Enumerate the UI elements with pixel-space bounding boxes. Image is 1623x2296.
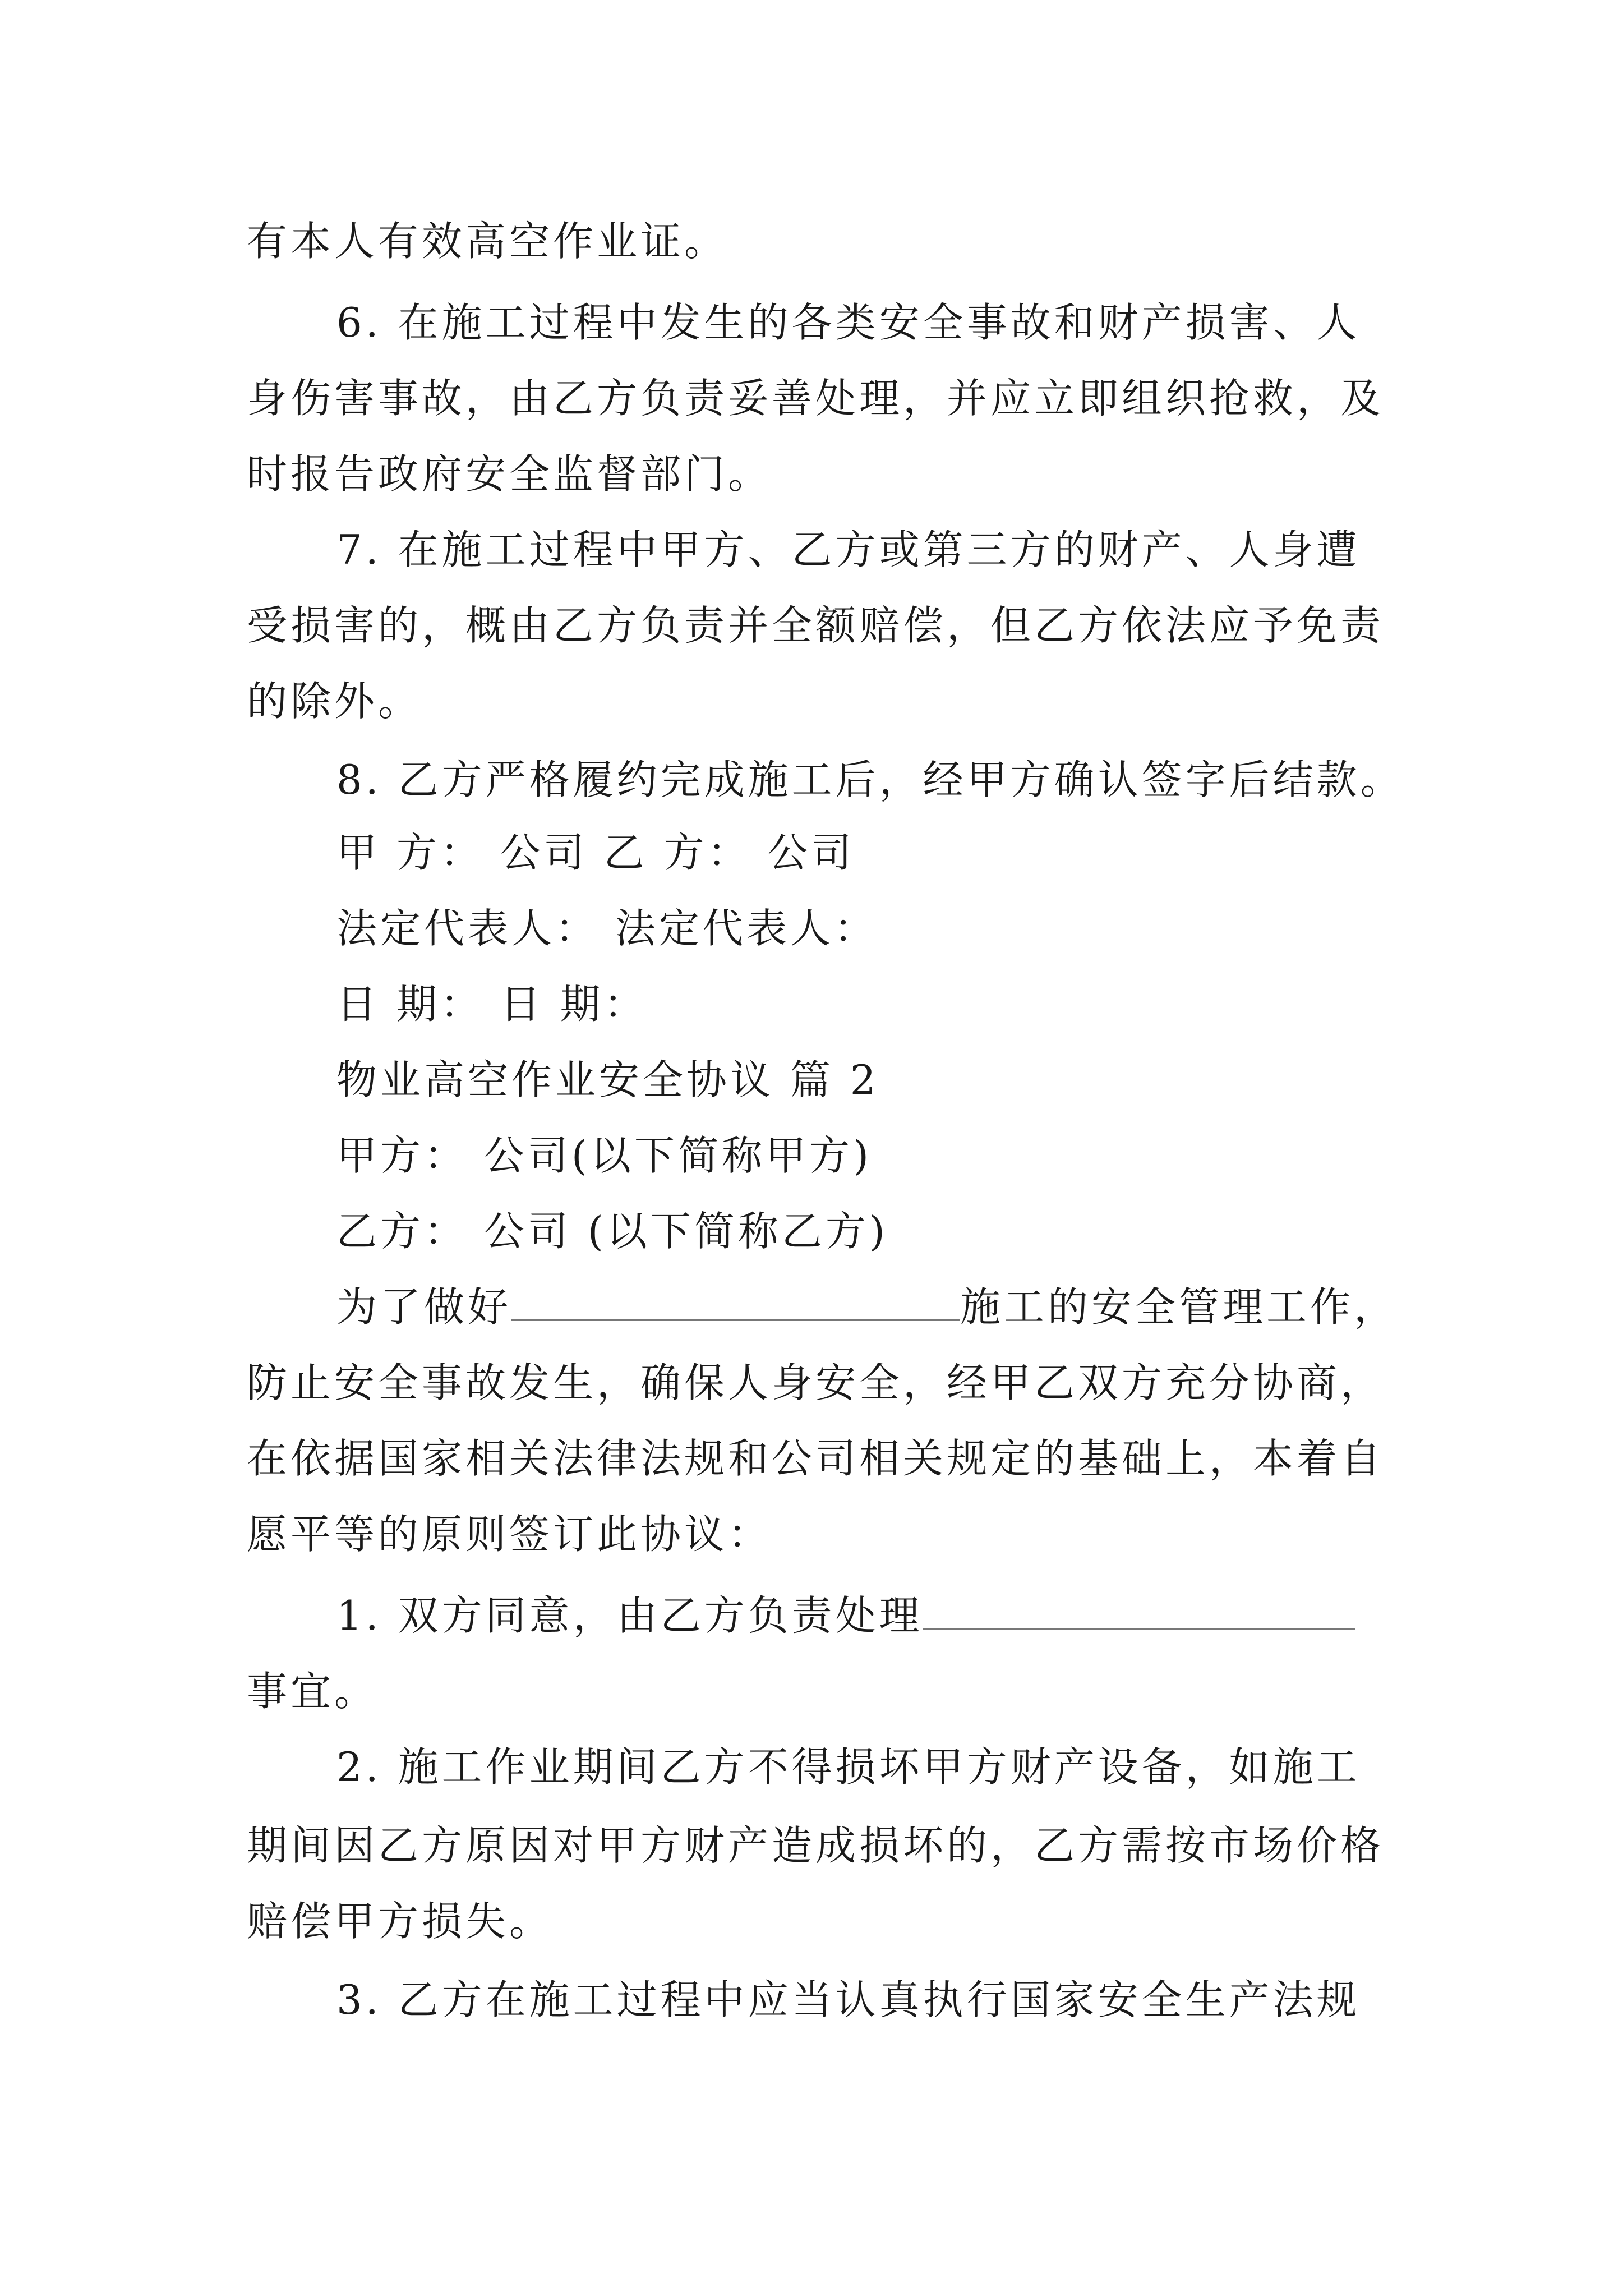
clause-1-line-2: 事宜。 — [247, 1668, 379, 1715]
clause-2-line-3: 赔偿甲方损失。 — [247, 1898, 554, 1945]
clause-6-line-2: 身伤害事故，由乙方负责妥善处理，并应立即组织抢救，及 — [247, 375, 1385, 422]
clause-1-text: 1. 双方同意，由乙方负责处理 — [336, 1592, 923, 1639]
preamble-line-2: 防止安全事故发生，确保人身安全，经甲乙双方充分协商， — [247, 1359, 1385, 1406]
clause-7-line-1: 7. 在施工过程中甲方、乙方或第三方的财产、人身遭 — [336, 526, 1361, 573]
blank-underline — [923, 1593, 1355, 1630]
clause-7-line-2: 受损害的，概由乙方负责并全额赔偿，但乙方依法应予免责 — [247, 602, 1385, 649]
clause-2-line-1: 2. 施工作业期间乙方不得损坏甲方财产设备，如施工 — [336, 1743, 1361, 1791]
date-line: 日 期： 日 期： — [336, 981, 648, 1028]
text-line: 有本人有效高空作业证。 — [247, 218, 728, 265]
party-b-line: 乙方： 公司 (以下简称乙方) — [336, 1208, 888, 1255]
preamble-end: 施工的安全管理工作， — [960, 1283, 1398, 1331]
clause-6-line-1: 6. 在施工过程中发生的各类安全事故和财产损害、人 — [336, 299, 1361, 346]
party-a-line: 甲方： 公司(以下简称甲方) — [336, 1132, 873, 1179]
legal-rep-line: 法定代表人： 法定代表人： — [336, 905, 878, 952]
preamble-line-4: 愿平等的原则签订此协议： — [247, 1511, 772, 1558]
section-title: 物业高空作业安全协议 篇 2 — [336, 1056, 879, 1103]
clause-1-line-1 — [336, 1590, 1355, 1641]
clause-7-line-3: 的除外。 — [247, 678, 422, 725]
party-line: 甲 方： 公司 乙 方： 公司 — [336, 829, 855, 876]
clause-8-line: 8. 乙方严格履约完成施工后，经甲方确认签字后结款。 — [336, 756, 1404, 803]
clause-3-line-1: 3. 乙方在施工过程中应当认真执行国家安全生产法规 — [336, 1976, 1361, 2023]
blank-underline — [511, 1285, 960, 1321]
clause-6-line-3: 时报告政府安全监督部门。 — [247, 450, 772, 498]
preamble-line-3: 在依据国家相关法律法规和公司相关规定的基础上，本着自 — [247, 1435, 1385, 1482]
preamble-line-1 — [336, 1282, 1398, 1332]
clause-2-line-2: 期间因乙方原因对甲方财产造成损坏的，乙方需按市场价格 — [247, 1822, 1385, 1869]
preamble-start: 为了做好 — [336, 1283, 512, 1331]
